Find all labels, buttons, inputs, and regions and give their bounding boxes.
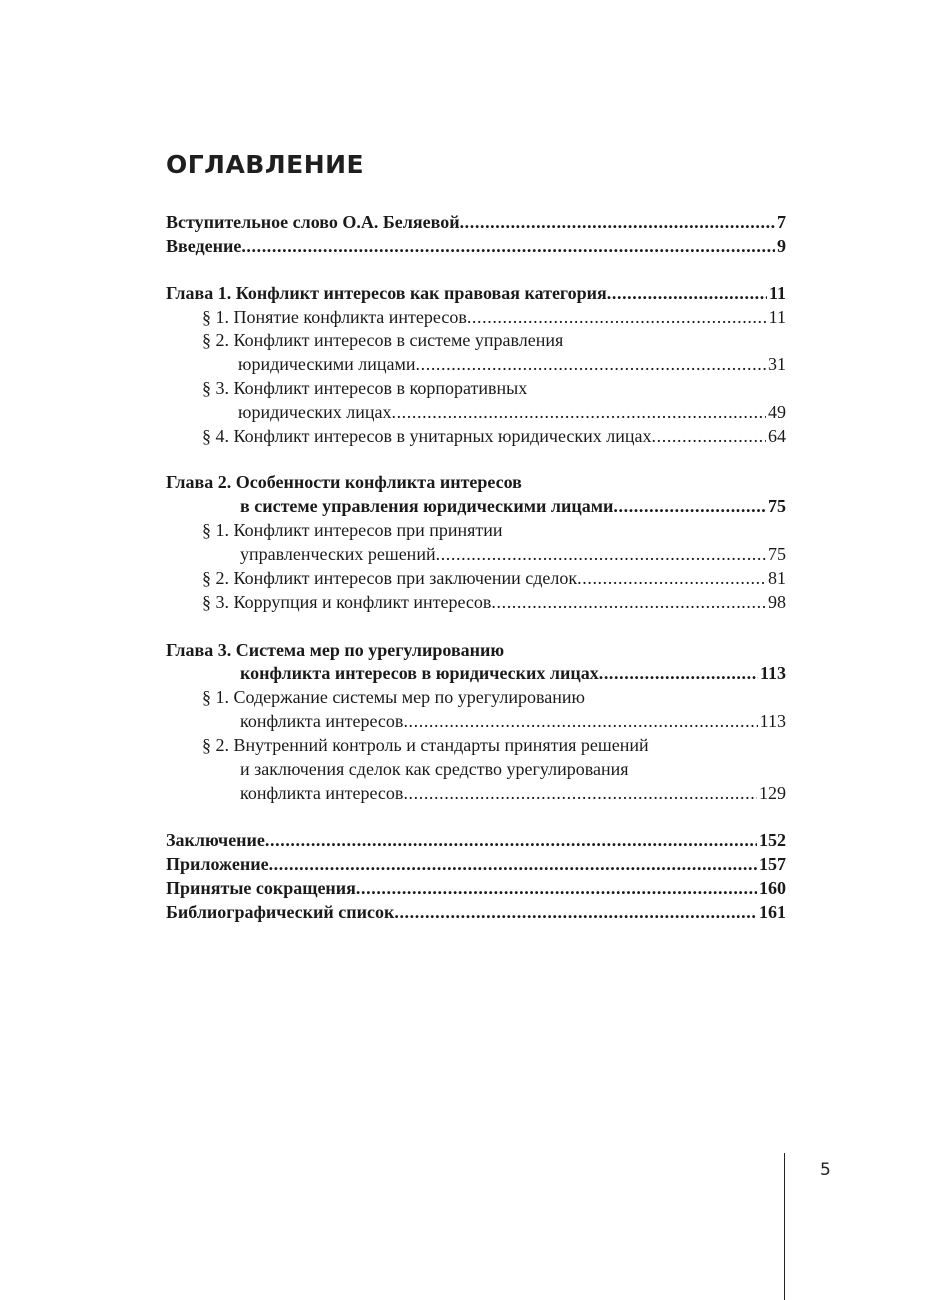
- toc-page-number: 157: [759, 854, 786, 874]
- toc-entry-chapter-2-cont[interactable]: [240, 494, 786, 518]
- toc-entry-ch3-section-1-cont[interactable]: [240, 709, 786, 733]
- toc-page-number: 129: [759, 783, 786, 803]
- toc-entry-title-line-2: конфликта интересов в юридических лицах: [240, 663, 599, 683]
- toc-entry-ch1-section-3[interactable]: [202, 376, 786, 400]
- toc-page-number: 113: [759, 663, 786, 683]
- toc-entry-ch3-section-2-cont-2[interactable]: [240, 781, 786, 805]
- toc-entry-ch1-section-1[interactable]: [202, 305, 786, 329]
- toc-entry-title: Приложение: [166, 854, 269, 874]
- toc-page-number: 7: [777, 212, 786, 232]
- toc-entry-conclusion[interactable]: [166, 828, 786, 852]
- toc-entry-ch1-section-2[interactable]: [202, 328, 786, 352]
- toc-entry-ch2-section-1[interactable]: [202, 518, 786, 542]
- toc-entry-title-line-1: Глава 2. Особенности конфликта интересов: [166, 472, 522, 492]
- toc-page-number: 81: [768, 568, 786, 588]
- toc-entry-abbreviations[interactable]: [166, 876, 786, 900]
- toc-page-number: 11: [768, 283, 786, 303]
- toc-entry-title-line-2: в системе управления юридическими лицами: [240, 496, 614, 516]
- toc-entry-title-line-2: юридическими лицами: [238, 354, 416, 374]
- toc-entry-ch2-section-3[interactable]: [202, 590, 786, 614]
- page-number: 5: [820, 1160, 831, 1180]
- toc-page-number: 160: [759, 878, 786, 898]
- toc-entry-title-line-1: § 3. Конфликт интересов в корпоративных: [202, 378, 528, 398]
- toc-entry-chapter-3[interactable]: [166, 638, 786, 662]
- toc-entry-ch2-section-1-cont[interactable]: [240, 542, 786, 566]
- toc-entry-title-line-2: управленческих решений: [240, 544, 436, 564]
- toc-entry-title-line-1: § 2. Конфликт интересов в системе управления: [202, 330, 564, 350]
- toc-entry-ch2-section-2[interactable]: [202, 566, 786, 590]
- toc-page-number: 31: [768, 354, 786, 374]
- toc-page-number: 75: [768, 544, 786, 564]
- toc-entry-ch3-section-1[interactable]: [202, 685, 786, 709]
- toc-page-number: 75: [768, 496, 786, 516]
- toc-entry-title-line-1: Глава 3. Система мер по урегулированию: [166, 640, 505, 660]
- toc-entry-title-line-1: § 1. Конфликт интересов при принятии: [202, 520, 503, 540]
- toc-entry-chapter-3-cont[interactable]: [240, 661, 786, 685]
- toc-entry-title: § 4. Конфликт интересов в унитарных юридических лицах: [202, 426, 652, 446]
- toc-entry-title-line-3: конфликта интересов: [240, 783, 404, 803]
- toc-entry-ch3-section-2[interactable]: [202, 733, 786, 757]
- page-title: ОГЛАВЛЕНИЕ: [166, 150, 365, 179]
- toc-entry-title: Вступительное слово О.А. Беляевой: [166, 212, 460, 232]
- toc-page-number: 11: [768, 307, 786, 327]
- toc-entry-introduction[interactable]: [166, 234, 786, 258]
- toc-page-number: 9: [777, 236, 786, 256]
- toc-entry-chapter-2[interactable]: [166, 470, 786, 494]
- toc-entry-title: Принятые сокращения: [166, 878, 356, 898]
- toc-page-number: 152: [759, 830, 786, 850]
- toc-entry-title-line-2: конфликта интересов: [240, 711, 404, 731]
- toc-entry-title: Введение: [166, 236, 242, 256]
- toc-page-number: 49: [768, 402, 786, 422]
- toc-entry-chapter-1[interactable]: [166, 281, 786, 305]
- toc-entry-title: § 3. Коррупция и конфликт интересов: [202, 592, 492, 612]
- toc-entry-title: Заключение: [166, 830, 265, 850]
- toc-entry-title-line-2: и заключения сделок как средство урегулирования: [240, 759, 629, 779]
- toc-page-number: 113: [759, 711, 786, 731]
- toc-entry-ch1-section-4[interactable]: [202, 424, 786, 448]
- toc-entry-title-line-1: § 1. Содержание системы мер по урегулированию: [202, 687, 585, 707]
- margin-rule: [784, 1153, 785, 1300]
- toc-entry-title-line-2: юридических лицах: [238, 402, 392, 422]
- toc-page-number: 161: [759, 902, 786, 922]
- toc-entry-appendix[interactable]: [166, 852, 786, 876]
- toc-entry-title: Библиографический список: [166, 902, 395, 922]
- toc-entry-title-line-1: § 2. Внутренний контроль и стандарты принятия решений: [202, 735, 649, 755]
- toc-entry-ch1-section-2-cont[interactable]: [238, 352, 786, 376]
- toc-entry-title: Глава 1. Конфликт интересов как правовая категория: [166, 283, 607, 303]
- toc-entry-title: § 1. Понятие конфликта интересов: [202, 307, 467, 327]
- toc-entry-title: § 2. Конфликт интересов при заключении сделок: [202, 568, 578, 588]
- toc-entry-foreword[interactable]: [166, 210, 786, 234]
- toc-page-number: 64: [768, 426, 786, 446]
- toc-entry-bibliography[interactable]: [166, 900, 786, 924]
- toc-page-number: 98: [768, 592, 786, 612]
- toc-entry-ch3-section-2-cont[interactable]: [240, 757, 786, 781]
- toc-entry-ch1-section-3-cont[interactable]: [238, 400, 786, 424]
